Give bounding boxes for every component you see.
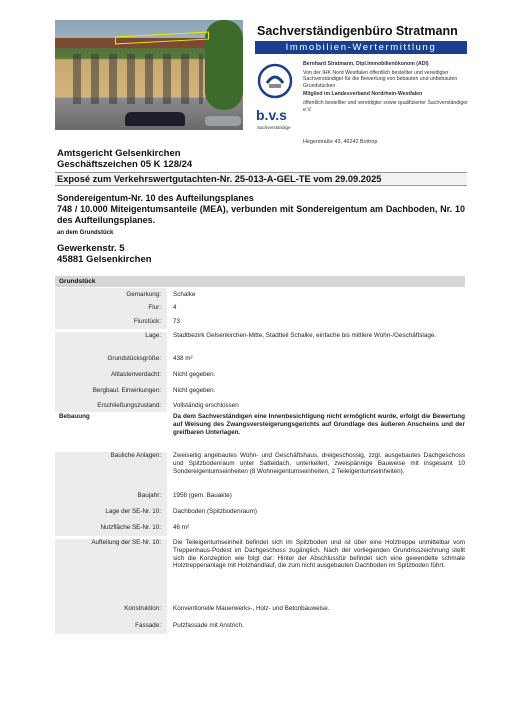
table-row: Baujahr: 1958 (gem. Bauakte) xyxy=(55,488,465,504)
share-description: 748 / 10.000 Miteigentumsanteile (MEA), verbunden mit Sondereigentum am Dachboden, Nr. 10 des Aufteilungsplanes. xyxy=(57,204,465,225)
section-header-bebauung: Bebauung xyxy=(55,413,167,450)
membership-text: Mitglied im Landesverband Nordrhein-Westfalen xyxy=(303,91,423,98)
firm-tagline-band: Immobilien-Wertermittlung xyxy=(255,41,467,54)
table-row: Konstruktion: Konventionelle Mauerwerks-, Holz- und Betonbauweise. xyxy=(55,600,465,617)
details-table xyxy=(55,288,465,634)
svg-text:Sachverständige: Sachverständige xyxy=(257,125,291,130)
ihk-seal-icon xyxy=(257,63,293,99)
court-name: Amtsgericht Gelsenkirchen xyxy=(57,148,181,159)
table-row: Bauliche Anlagen: Zweiseitig angebautes Wohn- und Geschäftshaus, dreigeschossig, zzgl. ausgebautes Dachgeschoss und Spitzbodenraum unter Satteldach, unterkellert, zweispännige Bauweise mit insgesamt 10 Sondereigentumseinheiten (8 Wohneigentumseinheiten, 2 Teileigentumseinheiten). xyxy=(55,450,465,488)
table-row: Gemarkung: Schalke xyxy=(55,288,465,301)
firm-address: Hegerstraße 43, 46242 Bottrop xyxy=(303,139,378,145)
firm-name: Sachverständigenbüro Stratmann xyxy=(257,24,458,38)
table-row: Flur: 4 xyxy=(55,301,465,315)
table-row: Erschließungszustand: Vollständig erschlossen xyxy=(55,399,465,412)
table-row: Grundstücksgröße: 438 m² xyxy=(55,351,465,367)
property-address xyxy=(57,243,152,265)
credential-text: Von der IHK Nord Westfalen öffentlich bestellter und vereidigter Sachverständiger für die Bewertung von bebauten und unbebauten Grundstücken xyxy=(303,69,458,89)
table-row: Lage: Stadtbezirk Gelsenkirchen-Mitte, Stadtteil Schalke, einfache bis mittlere Wohn-/Geschäftslage. xyxy=(55,329,465,351)
street-line: Gewerkenstr. 5 xyxy=(57,243,125,254)
expose-title: Exposé zum Verkehrswertgutachten-Nr. 25-013-A-GEL-TE vom 29.09.2025 xyxy=(55,172,467,186)
bvs-logo-icon xyxy=(256,102,296,132)
table-row: Bergbaul. Einwirkungen: Nicht gegeben. xyxy=(55,383,465,399)
file-number: Geschäftszeichen 05 K 128/24 xyxy=(57,159,193,170)
court-block xyxy=(57,148,192,170)
section-header-grundstueck: Grundstück xyxy=(55,276,465,287)
property-photo xyxy=(55,20,243,130)
bebauung-header-row xyxy=(55,412,465,450)
table-row: Altlastenverdacht: Nicht gegeben. xyxy=(55,367,465,383)
intro-small-text: an dem Grundstück xyxy=(57,230,114,236)
city-line: 45881 Gelsenkirchen xyxy=(57,254,152,265)
table-row: Lage der SE-Nr. 10: Dachboden (Spitzbodenraum) xyxy=(55,504,465,520)
inspection-note: Da dem Sachverständigen eine Innenbesichtigung nicht ermöglicht wurde, erfolgt die Bewertung auf Weisung des Zwangsversteigerungsgerichts auf Grundlage des äußeren Anscheins und der greifbaren Unterlagen. xyxy=(173,413,465,436)
table-row: Fassade: Putzfassade mit Anstrich. xyxy=(55,617,465,634)
intro-block xyxy=(57,193,465,242)
table-row: Aufteilung der SE-Nr. 10: Die Teileigentumseinheit befindet sich im Spitzboden und ist über eine Holztreppe unmittelbar vom Treppenhaus-Podest im Dachgeschoss zugänglich. Nach der vorliegenden Grundrisszeichnung stellt sich die Konzeption wie folgt dar: Hinter der Abschlusstür befindet sich eine gewendelte schmale Holztreppenanlage mit Holzhandlauf, die zum nicht ausgebauten Dachboden im Spitzboden führt. xyxy=(55,536,465,600)
table-row: Nutzfläche SE-Nr. 10: 46 m² xyxy=(55,520,465,536)
expert-name: Bernhard Stratmann, Dipl.Immobilienökonom (ADI) xyxy=(303,61,429,67)
membership-detail: öffentlich bestellter und vereidigter sowie qualifizierter Sachverständiger e.V. xyxy=(303,99,468,113)
table-row: Flurstück: 73 xyxy=(55,315,465,329)
svg-text:b.v.s: b.v.s xyxy=(256,107,287,123)
firm-credentials xyxy=(303,61,471,115)
unit-number: Sondereigentum-Nr. 10 des Aufteilungsplanes xyxy=(57,193,254,203)
